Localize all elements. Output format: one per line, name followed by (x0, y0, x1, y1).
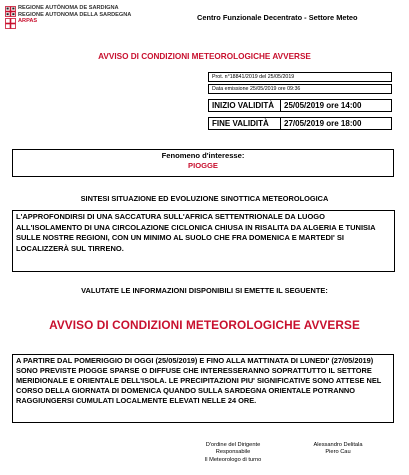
centre-name: Centro Funzionale Decentrato - Settore Meteo (197, 13, 358, 22)
organization-block (18, 5, 131, 25)
validity-end-row (208, 117, 392, 130)
validity-start-value: 25/05/2019 ore 14:00 (284, 101, 362, 110)
signature-2-line-1: Alessandro Delitala (313, 442, 363, 448)
signature-2-line-2: Piero Cau (325, 449, 351, 456)
signature-block-responsible (188, 442, 278, 464)
document-title: AVVISO DI CONDIZIONI METEOROLOGICHE AVVERSE (98, 52, 311, 61)
warning-title: AVVISO DI CONDIZIONI METEOROLOGICHE AVVERSE (49, 318, 360, 332)
validity-end-label: FINE VALIDITÀ (209, 118, 281, 129)
phenomenon-value: PIOGGE (188, 160, 218, 170)
phenomenon-label: Fenomeno d'interesse: (161, 151, 245, 160)
org-line-2: REGIONE AUTONOMA DELLA SARDEGNA (18, 11, 132, 18)
evaluation-heading: VALUTATE LE INFORMAZIONI DISPONIBILI SI EMETTE IL SEGUENTE: (81, 286, 328, 295)
synthesis-heading: SINTESI SITUAZIONE ED EVOLUZIONE SINOTTICA METEOROLOGICA (80, 194, 329, 203)
signature-block-names (308, 442, 368, 457)
org-line-3: ARPAS (18, 18, 38, 25)
org-line-1: REGIONE AUTÒNOMA DE SARDIGNA (18, 5, 119, 11)
protocol-text: Prot. n°18841/2019 del 25/05/2019 (212, 74, 295, 80)
signature-1-line-2: Il Meteorologo di turno (204, 456, 262, 463)
validity-start-row (208, 99, 392, 112)
synthesis-text: L'APPROFONDIRSI DI UNA SACCATURA SULL'AFRICA SETTENTRIONALE DA LUOGO ALL'ISOLAMENTO DI UNA CIRCOLAZIONE CICLONICA CHIUSA IN RISALITA DA ALGERIA E TUNISIA SULLE NOSTRE REGIONI, CON UN MINIMO AL SUOLO CHE FRA DOMENICA E MARTEDI' SI LOCALIZZERÀ SUL TIRRENO. (12, 210, 395, 272)
protocol-box (208, 72, 392, 82)
emission-box (208, 84, 392, 94)
validity-start-label: INIZIO VALIDITÀ (209, 100, 281, 111)
sardinia-coat-of-arms-icon (5, 6, 16, 29)
phenomenon-box (12, 149, 394, 177)
signature-1-line-1: D'ordine del Dirigente Responsabile (205, 442, 261, 456)
warning-text: A PARTIRE DAL POMERIGGIO DI OGGI (25/05/2019) E FINO ALLA MATTINATA DI LUNEDI' (27/05/2019) SONO PREVISTE PIOGGE SPARSE O DIFFUSE CHE INTERESSERANNO SOPRATTUTTO IL SETTORE MERIDIONALE E ORIENTALE DELL'ISOLA. LE PRECIPITAZIONI PIU' SIGNIFICATIVE SONO ATTESE NEL CORSO DELLA GIORNATA DI DOMENICA QUANDO SULLA SARDEGNA ORIENTALE POTRANNO RAGGIUNGERSI CUMULATI LOCALMENTE ELEVATI NELLE 24 ORE. (12, 354, 394, 423)
validity-end-value: 27/05/2019 ore 18:00 (284, 119, 362, 128)
emission-text: Data emissione 25/05/2019 ore 09:36 (212, 86, 301, 92)
